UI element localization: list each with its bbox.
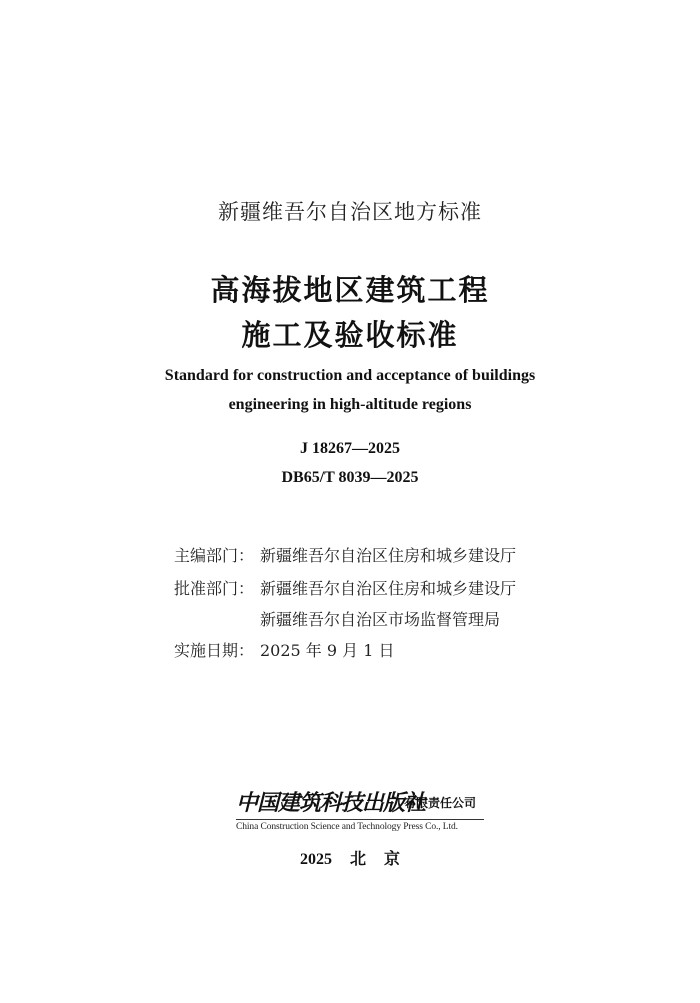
title-line-1: 高海拔地区建筑工程 (210, 273, 490, 307)
info-value: 新疆维吾尔自治区住房和城乡建设厅 (260, 546, 517, 565)
db-code: DB65/T 8039—2025 (281, 469, 419, 486)
info-label: 主编部门： (174, 546, 255, 565)
publisher-divider (236, 819, 484, 820)
title-line-2: 施工及验收标准 (241, 318, 459, 352)
publisher-name-cn: 中国建筑科技出版社 (236, 790, 426, 816)
info-value: 新疆维吾尔自治区市场监督管理局 (260, 610, 501, 629)
info-row-effective-date (174, 638, 395, 661)
info-row-chief-editor (174, 543, 516, 566)
standard-series: 新疆维吾尔自治区地方标准 (218, 200, 482, 224)
english-title-line-2: engineering in high-altitude regions (228, 396, 472, 413)
publisher-logo (236, 786, 486, 836)
imprint-city-part-2: 京 (384, 851, 401, 868)
imprint-city-part-1: 北 (349, 851, 366, 868)
info-label: 实施日期： (174, 641, 255, 660)
imprint (0, 846, 700, 869)
info-value: 新疆维吾尔自治区住房和城乡建设厅 (260, 579, 517, 598)
publisher-name-en: China Construction Science and Technology Press Co., Ltd. (236, 822, 458, 832)
english-title-line-1: Standard for construction and acceptance of buildings (164, 367, 536, 384)
info-label: 批准部门： (174, 579, 255, 598)
j-code: J 18267—2025 (300, 440, 400, 457)
info-row-approver-2 (174, 607, 500, 630)
imprint-year: 2025 (299, 851, 332, 868)
publisher-name-suffix: 有限责任公司 (404, 796, 477, 810)
info-row-approver (174, 576, 516, 599)
info-value: 2025 年 9 月 1 日 (260, 641, 395, 660)
